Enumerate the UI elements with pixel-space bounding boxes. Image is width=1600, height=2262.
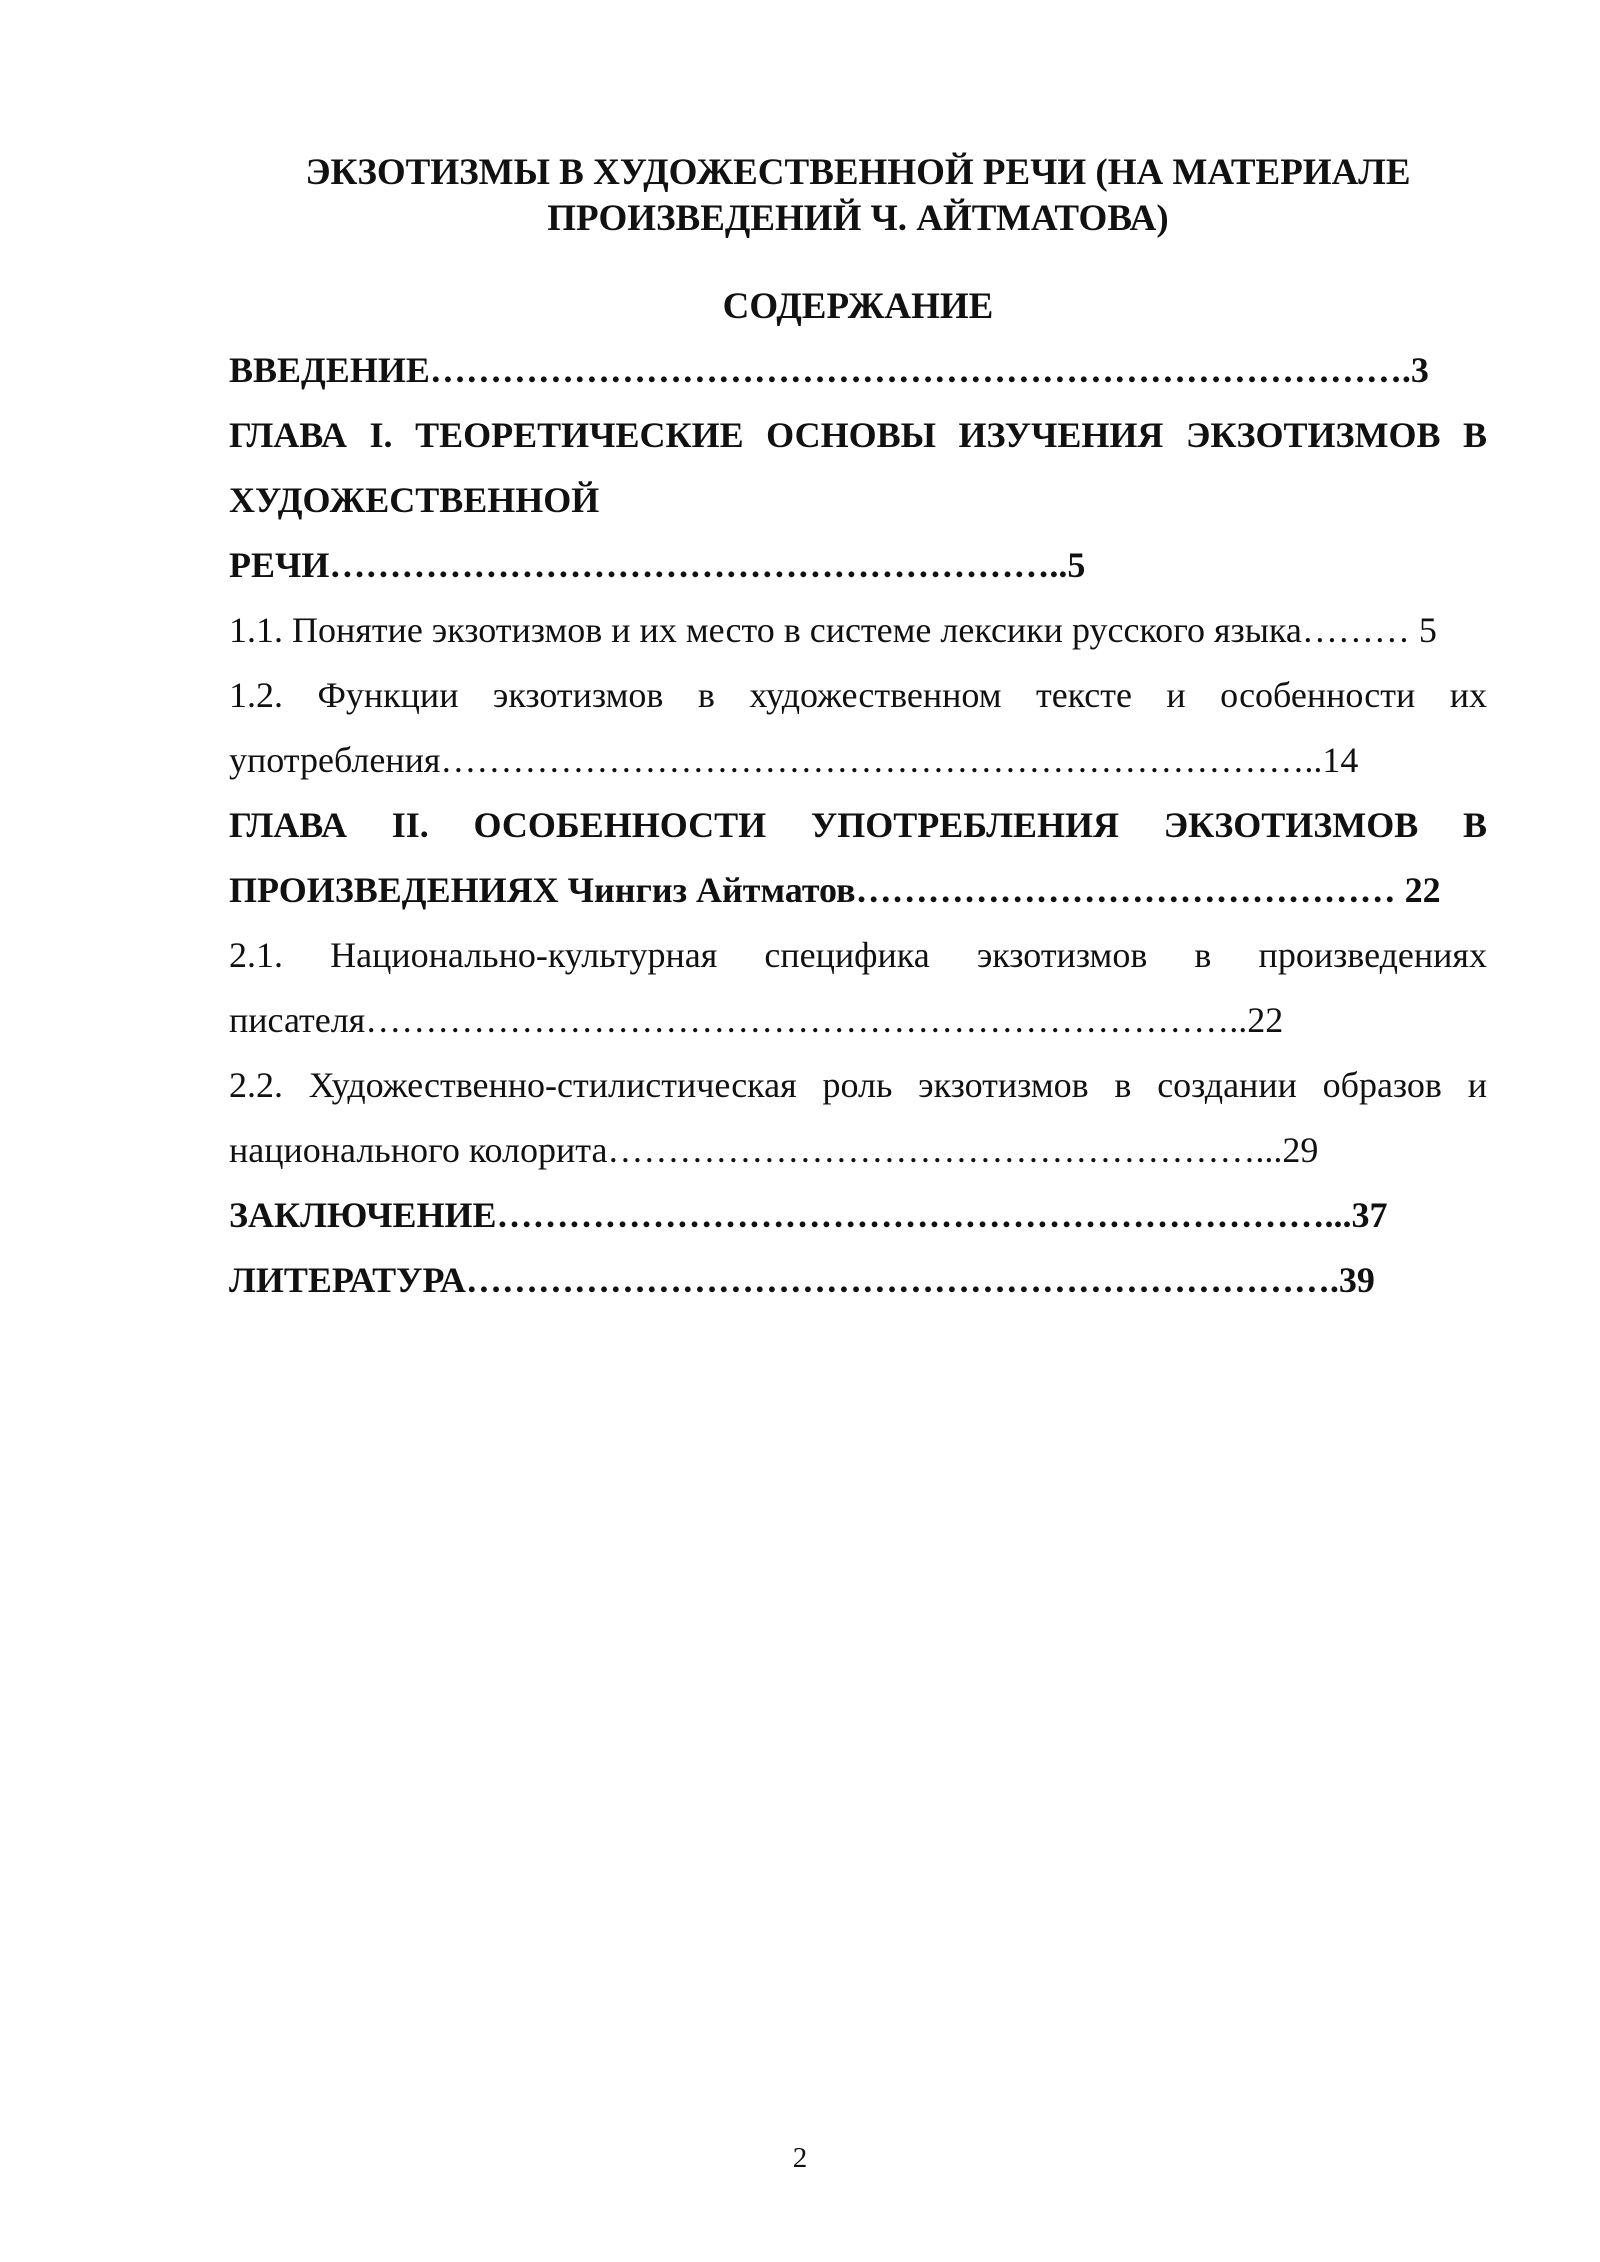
document-title xyxy=(228,150,1488,242)
toc-entry-literature: ЛИТЕРАТУРА……………………………………………………………….39 xyxy=(229,1260,1375,1300)
toc-entry-chapter-1-continued: РЕЧИ……………………………………………………..5 xyxy=(229,545,1086,585)
document-title-line-2: ПРОИЗВЕДЕНИЙ Ч. АЙТМАТОВА) xyxy=(547,198,1169,239)
document-title-line-1: ЭКЗОТИЗМЫ В ХУДОЖЕСТВЕННОЙ РЕЧИ (НА МАТЕРИАЛЕ xyxy=(305,152,1411,193)
toc-entry-section-1-2: 1.2. Функции экзотизмов в художественном тексте и особенности их употребления………………………………………………………………..14 xyxy=(229,675,1487,780)
toc-entry-introduction: ВВЕДЕНИЕ……………………………………………………………………….3 xyxy=(229,350,1429,390)
table-of-contents xyxy=(229,338,1487,1313)
toc-entry-chapter-1: ГЛАВА I. ТЕОРЕТИЧЕСКИЕ ОСНОВЫ ИЗУЧЕНИЯ ЭКЗОТИЗМОВ В ХУДОЖЕСТВЕННОЙ xyxy=(229,415,1487,520)
toc-entry-section-2-2: 2.2. Художественно-стилистическая роль экзотизмов в создании образов и национального колорита………………………………………………...29 xyxy=(229,1065,1487,1170)
toc-heading: СОДЕРЖАНИЕ xyxy=(722,286,994,327)
toc-entry-conclusion: ЗАКЛЮЧЕНИЕ……………………………………………………………...37 xyxy=(229,1195,1388,1235)
toc-entry-section-2-1: 2.1. Национально-культурная специфика экзотизмов в произведениях писателя………………………………………………………………..22 xyxy=(229,935,1487,1040)
page-number: 2 xyxy=(792,2142,808,2174)
toc-entry-section-1-1: 1.1. Понятие экзотизмов и их место в системе лексики русского языка……… 5 xyxy=(229,610,1437,650)
toc-entry-chapter-2: ГЛАВА II. ОСОБЕННОСТИ УПОТРЕБЛЕНИЯ ЭКЗОТИЗМОВ В ПРОИЗВЕДЕНИЯХ Чингиз Айтматов……………………………………… 22 xyxy=(229,805,1487,910)
